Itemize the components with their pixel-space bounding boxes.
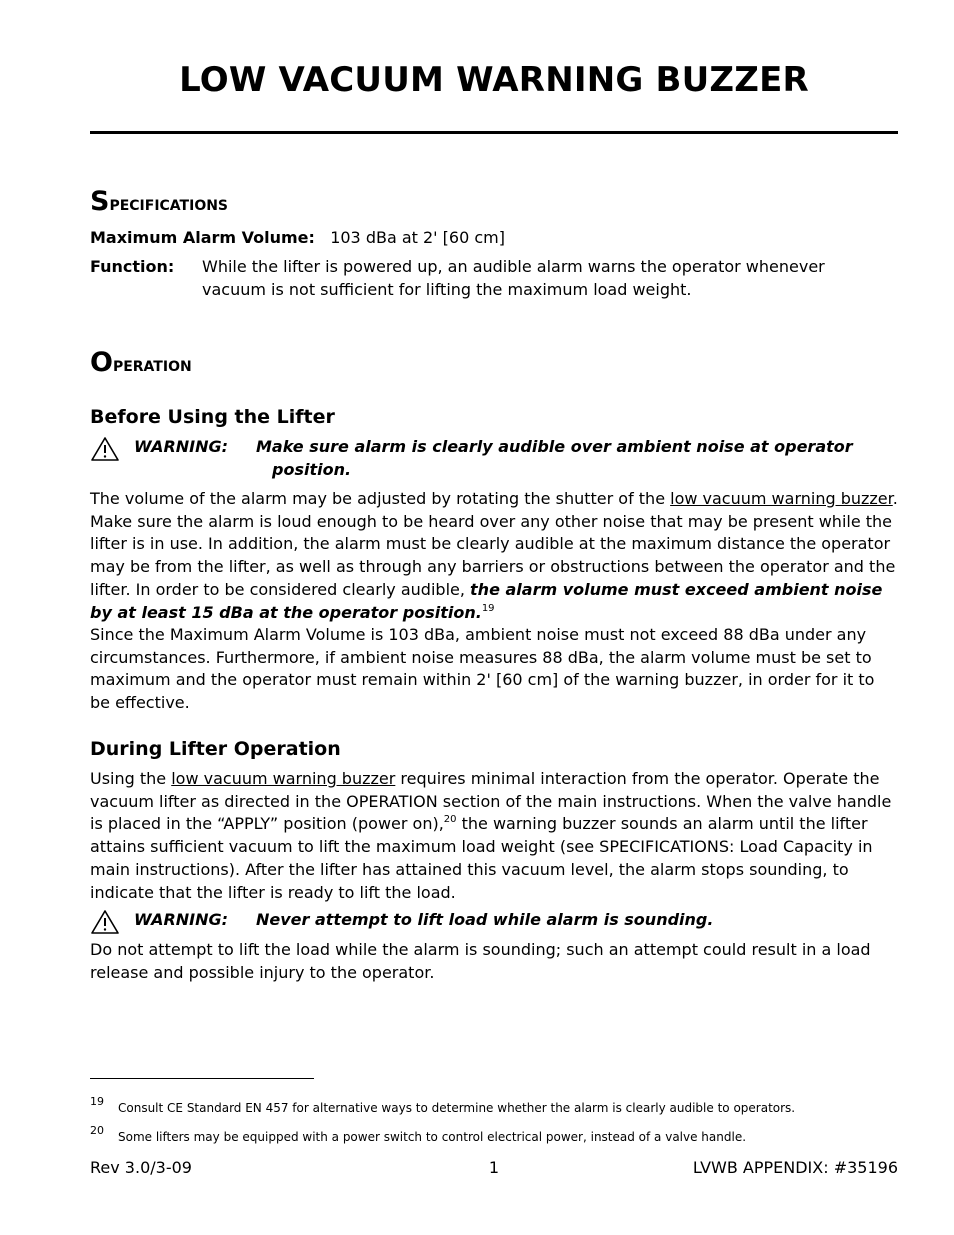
footer-page-number: 1 — [488, 1158, 500, 1177]
warning-alarm-sounding — [90, 909, 898, 933]
operation-heading-rest: peration — [112, 352, 192, 376]
page-title: LOW VACUUM WARNING BUZZER — [179, 60, 809, 100]
during-p1-text-a: Using the — [90, 769, 172, 788]
during-paragraph-2: Do not attempt to lift the load while the alarm is sounding; such an attempt could result in a load release and possible injury to the operator. — [90, 940, 871, 982]
spec-max-volume — [90, 227, 505, 250]
operation-heading-initial: O — [90, 347, 113, 378]
before-using-heading: Before Using the Lifter — [90, 406, 335, 428]
footer-revision: Rev 3.0/3-09 — [90, 1158, 192, 1177]
before-paragraph-1 — [90, 488, 898, 624]
specifications-heading — [90, 188, 228, 217]
warning-text-line1: Make sure alarm is clearly audible over ambient noise at operator — [256, 437, 853, 456]
footer-document-id: LVWB APPENDIX: #35196 — [692, 1158, 898, 1177]
during-paragraph-1 — [90, 768, 898, 904]
buzzer-reference-link: low vacuum warning buzzer — [670, 489, 893, 508]
footnote-ref-20: 20 — [443, 814, 457, 826]
buzzer-reference-link-2: low vacuum warning buzzer — [171, 769, 396, 788]
warning-ambient-noise — [90, 436, 898, 482]
warning-label: WARNING: — [134, 437, 229, 456]
during-p1-text-b: requires minimal interaction from the operator. Operate the vacuum lifter as directed in the OPERATION section of the main instructions. When the valve handle is placed in the “APPLY” position (power on), — [90, 769, 892, 834]
function-text: While the lifter is powered up, an audible alarm warns the operator whenever vacuum is not sufficient for lifting the maximum load weight. — [202, 257, 825, 299]
warning-text-line2: position. — [272, 459, 352, 479]
warning-triangle-icon — [90, 436, 120, 462]
footnote-number: 19 — [90, 1095, 104, 1108]
specifications-heading-rest: pecifications — [109, 191, 229, 215]
before-p1-text-b: . Make sure the alarm is loud enough to be heard over any other noise that may be present while the lifter is in use. In addition, the alarm must be clearly audible at the maximum distance the operator may be from the lifter, as well as through any barriers or obstructions between the operator and the lifter. In order to be considered clearly audible, — [90, 489, 898, 599]
during-p1-text-c: the warning buzzer sounds an alarm until the lifter attains sufficient vacuum to lift the maximum load weight (see SPECIFICATIONS: Load Capacity in main instructions). After the lifter has attained this vacuum level, the alarm stops sounding, to indicate that the lifter is ready to lift the load. — [90, 814, 873, 902]
footnote-ref-19: 19 — [481, 602, 495, 614]
max-volume-value: 103 dBa at 2' [60 cm] — [330, 228, 505, 247]
warning-text: Never attempt to lift load while alarm is sounding. — [256, 910, 714, 929]
spec-function — [90, 256, 898, 302]
footnote-text: Some lifters may be equipped with a power switch to control electrical power, instead of a valve handle. — [118, 1130, 747, 1144]
footnote-text: Consult CE Standard EN 457 for alternative ways to determine whether the alarm is clearly audible to operators. — [118, 1101, 796, 1115]
document-page — [90, 0, 898, 1235]
max-volume-label: Maximum Alarm Volume: — [90, 228, 315, 247]
footnote-divider — [90, 1078, 314, 1079]
before-p1-text-a: The volume of the alarm may be adjusted by rotating the shutter of the — [90, 489, 671, 508]
warning-triangle-icon — [90, 909, 120, 935]
footnote-number: 20 — [90, 1124, 104, 1137]
operation-heading — [90, 349, 192, 378]
warning-label: WARNING: — [134, 910, 229, 929]
title-divider — [90, 131, 898, 134]
function-label: Function: — [90, 257, 175, 276]
before-paragraph-2: Since the Maximum Alarm Volume is 103 dBa, ambient noise must not exceed 88 dBa under any circumstances. Furthermore, if ambient noise measures 88 dBa, the alarm volume must be set to maximum and the operator must remain within 2' [60 cm] of the warning buzzer, in order for it to be effective. — [90, 625, 875, 713]
during-operation-heading: During Lifter Operation — [90, 738, 341, 760]
specifications-heading-initial: S — [90, 186, 110, 217]
before-p1-emphasis: the alarm volume must exceed ambient noise by at least 15 dBa at the operator position. — [90, 579, 883, 622]
